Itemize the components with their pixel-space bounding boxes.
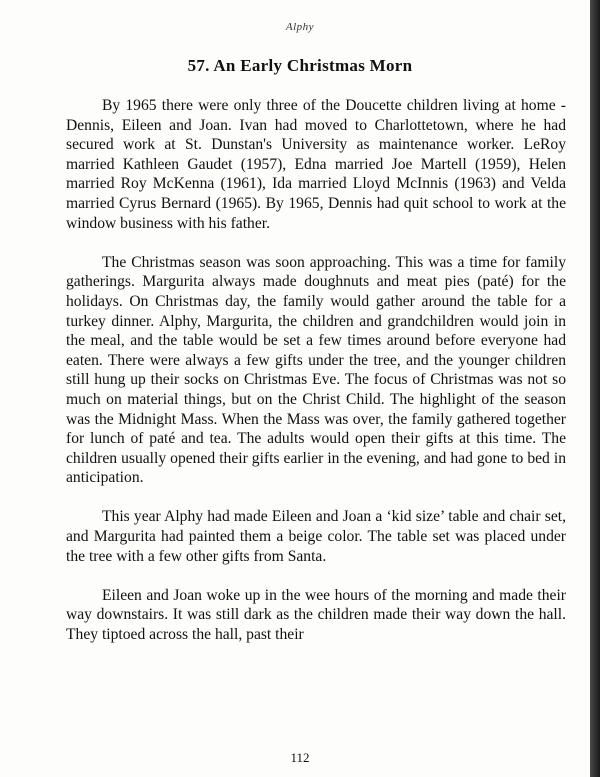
chapter-body — [66, 96, 566, 664]
chapter-title: 57. An Early Christmas Morn — [187, 56, 413, 75]
paragraph-1: By 1965 there were only three of the Doucette children living at home - Dennis, Eileen and Joan. Ivan had moved to Charlottetown, where he had secured work at St. Dunstan's University as maintenance worker. LeRoy married Kathleen Gaudet (1957), Edna married Joe Martell (1959), Helen married Roy McKenna (1961), Ida married Lloyd McInnis (1963) and Velda married Cyrus Bernard (1965). By 1965, Dennis had quit school to work at the window business with his father. — [66, 97, 566, 232]
paragraph-4: Eileen and Joan woke up in the wee hours of the morning and made their way downstairs. It was still dark as the children made their way down the hall. They tiptoed across the hall, past their — [66, 586, 566, 644]
paragraph-3: This year Alphy had made Eileen and Joan a ‘kid size’ table and chair set, and Margurita had painted them a beige color. The table set was placed under the tree with a few other gifts from Santa. — [66, 508, 566, 565]
page-number: 112 — [290, 750, 310, 765]
page-edge-shadow — [590, 0, 600, 777]
running-head: Alphy — [285, 21, 315, 33]
paragraph-2: The Christmas season was soon approaching. This was a time for family gatherings. Margurita always made doughnuts and meat pies (paté) for the holidays. On Christmas day, the family would gather around the table for a turkey dinner. Alphy, Margurita, the children and grandchildren would join in the meal, and the table would be set a few times around before everyone had eaten. There were always a few gifts under the tree, and the younger children still hung up their socks on Christmas Eve. The focus of Christmas was not so much on material things, but on the Christ Child. The highlight of the season was the Midnight Mass. When the Mass was over, the family gathered together for lunch of paté and tea. The adults would open their gifts at this time. The children usually opened their gifts earlier in the evening, and had gone to bed in anticipation. — [66, 253, 566, 487]
